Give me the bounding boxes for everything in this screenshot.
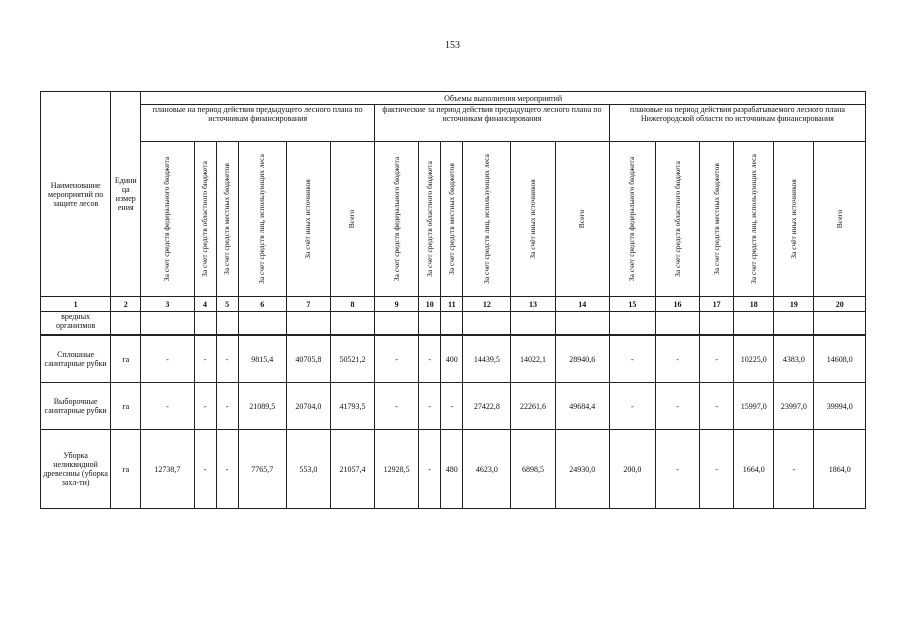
subheader: За счет средств местных бюджетов	[441, 142, 463, 297]
table-cell: -	[655, 335, 699, 383]
table-cell: га	[111, 430, 141, 509]
subheader: За счет средств областного бюджета	[419, 142, 441, 297]
table-cell: 28940,6	[555, 335, 609, 383]
table-cell: -	[194, 430, 216, 509]
col-number: 20	[814, 297, 866, 312]
col-number: 9	[375, 297, 419, 312]
table-cell: -	[419, 383, 441, 430]
table-cell: 21089,5	[238, 383, 286, 430]
table-cell: -	[141, 383, 194, 430]
table-cell: 12738,7	[141, 430, 194, 509]
column-numbers-row	[41, 297, 866, 312]
table-cell: -	[655, 383, 699, 430]
table-cell: -	[700, 430, 734, 509]
table-cell: 12928,5	[375, 430, 419, 509]
table-cell: га	[111, 335, 141, 383]
col-number: 13	[511, 297, 555, 312]
header-volumes: Объемы выполнения мероприятий	[141, 92, 866, 105]
subheader: Всего	[330, 142, 374, 297]
table-cell: 24930,0	[555, 430, 609, 509]
table-cell: -	[700, 383, 734, 430]
table-cell: 6898,5	[511, 430, 555, 509]
table-cell	[609, 312, 655, 336]
table-cell: га	[111, 383, 141, 430]
col-number: 15	[609, 297, 655, 312]
table-cell: 50521,2	[330, 335, 374, 383]
table-cell	[463, 312, 511, 336]
table-cell	[441, 312, 463, 336]
row-name: Уборка неликвидной древесины (уборка захл-ти)	[41, 430, 111, 509]
table-row	[41, 430, 866, 509]
table-cell: -	[774, 430, 814, 509]
table-cell: -	[419, 335, 441, 383]
col-number: 8	[330, 297, 374, 312]
table-cell: -	[609, 335, 655, 383]
table-cell: 41793,5	[330, 383, 374, 430]
table-cell	[216, 312, 238, 336]
table-cell	[814, 312, 866, 336]
table-cell: -	[609, 383, 655, 430]
table-cell: 27422,8	[463, 383, 511, 430]
table-cell: 20704,0	[286, 383, 330, 430]
table-cell: 15997,0	[734, 383, 774, 430]
subheader: За счет средств областного бюджета	[655, 142, 699, 297]
table-cell: 14439,5	[463, 335, 511, 383]
col-number: 5	[216, 297, 238, 312]
header-name: Наименование мероприятий по защите лесов	[41, 92, 111, 297]
col-number: 14	[555, 297, 609, 312]
table-cell: 22261,6	[511, 383, 555, 430]
col-number: 1	[41, 297, 111, 312]
table-cell: -	[216, 335, 238, 383]
table-cell	[111, 312, 141, 336]
subheader: За счёт иных источников	[511, 142, 555, 297]
table-cell	[734, 312, 774, 336]
subheader: За счет средств лиц, использующих леса	[734, 142, 774, 297]
row-name: вредных организмов	[41, 312, 111, 336]
table-cell: 1664,0	[734, 430, 774, 509]
table-cell: 480	[441, 430, 463, 509]
table-cell: -	[216, 383, 238, 430]
col-number: 17	[700, 297, 734, 312]
table-cell: 14022,1	[511, 335, 555, 383]
col-number: 3	[141, 297, 194, 312]
table-cell: -	[194, 335, 216, 383]
row-name: Сплошные санитарные рубки	[41, 335, 111, 383]
table-cell: 9815,4	[238, 335, 286, 383]
subheader: За счет средств местных бюджетов	[216, 142, 238, 297]
table-cell: 49684,4	[555, 383, 609, 430]
table-cell: 14608,0	[814, 335, 866, 383]
col-number: 4	[194, 297, 216, 312]
col-number: 6	[238, 297, 286, 312]
col-number: 11	[441, 297, 463, 312]
row-name: Выборочные санитарные рубки	[41, 383, 111, 430]
table-cell: -	[141, 335, 194, 383]
table-cell: -	[441, 383, 463, 430]
table-cell: 23997,0	[774, 383, 814, 430]
subheader: За счёт иных источников	[286, 142, 330, 297]
subheader: Всего	[814, 142, 866, 297]
col-number: 19	[774, 297, 814, 312]
table-row	[41, 312, 866, 336]
table-row	[41, 383, 866, 430]
table-cell: 4383,0	[774, 335, 814, 383]
table-cell	[511, 312, 555, 336]
table-cell	[774, 312, 814, 336]
subheader: За счёт иных источников	[774, 142, 814, 297]
table-cell	[700, 312, 734, 336]
table-cell: -	[700, 335, 734, 383]
table-cell: -	[655, 430, 699, 509]
table-cell: -	[419, 430, 441, 509]
subheader: За счет средств федерального бюджета	[375, 142, 419, 297]
table-cell	[555, 312, 609, 336]
col-number: 16	[655, 297, 699, 312]
subheader: За счет средств областного бюджета	[194, 142, 216, 297]
table-cell	[330, 312, 374, 336]
subheader: За счет средств федерального бюджета	[141, 142, 194, 297]
table-cell	[141, 312, 194, 336]
subheader: За счет средств лиц, использующих леса	[238, 142, 286, 297]
table-cell: 39994,0	[814, 383, 866, 430]
header-group-actual-previous: фактические за период действия предыдущего лесного плана по источникам финансирования	[375, 105, 610, 142]
subheader: За счет средств местных бюджетов	[700, 142, 734, 297]
table-cell	[419, 312, 441, 336]
table-cell: -	[375, 335, 419, 383]
table-cell	[286, 312, 330, 336]
table-cell: -	[194, 383, 216, 430]
table-cell: -	[375, 383, 419, 430]
table-cell: 1864,0	[814, 430, 866, 509]
table-cell: 10225,0	[734, 335, 774, 383]
page-number: 153	[445, 40, 460, 51]
table-cell: 4623,0	[463, 430, 511, 509]
header-group-planned-previous: плановые на период действия предыдущего лесного плана по источникам финансирования	[141, 105, 375, 142]
table-cell: 40705,8	[286, 335, 330, 383]
subheader: За счет средств лиц, использующих леса	[463, 142, 511, 297]
col-number: 2	[111, 297, 141, 312]
table-cell: 21057,4	[330, 430, 374, 509]
subheader: Всего	[555, 142, 609, 297]
subheader: За счет средств федерального бюджета	[609, 142, 655, 297]
table-cell: 7765,7	[238, 430, 286, 509]
col-number: 18	[734, 297, 774, 312]
table-cell	[655, 312, 699, 336]
header-group-planned-new: плановые на период действия разрабатываемого лесного плана Нижегородской области по источникам финансирования	[609, 105, 865, 142]
table-cell	[194, 312, 216, 336]
table-cell: 553,0	[286, 430, 330, 509]
table-cell	[238, 312, 286, 336]
table-cell: -	[216, 430, 238, 509]
col-number: 10	[419, 297, 441, 312]
table-cell	[375, 312, 419, 336]
table-row	[41, 335, 866, 383]
header-unit: Едини ца измер ения	[111, 92, 141, 297]
forest-protection-table	[40, 91, 866, 509]
table-cell: 400	[441, 335, 463, 383]
col-number: 7	[286, 297, 330, 312]
table-cell: 200,0	[609, 430, 655, 509]
col-number: 12	[463, 297, 511, 312]
